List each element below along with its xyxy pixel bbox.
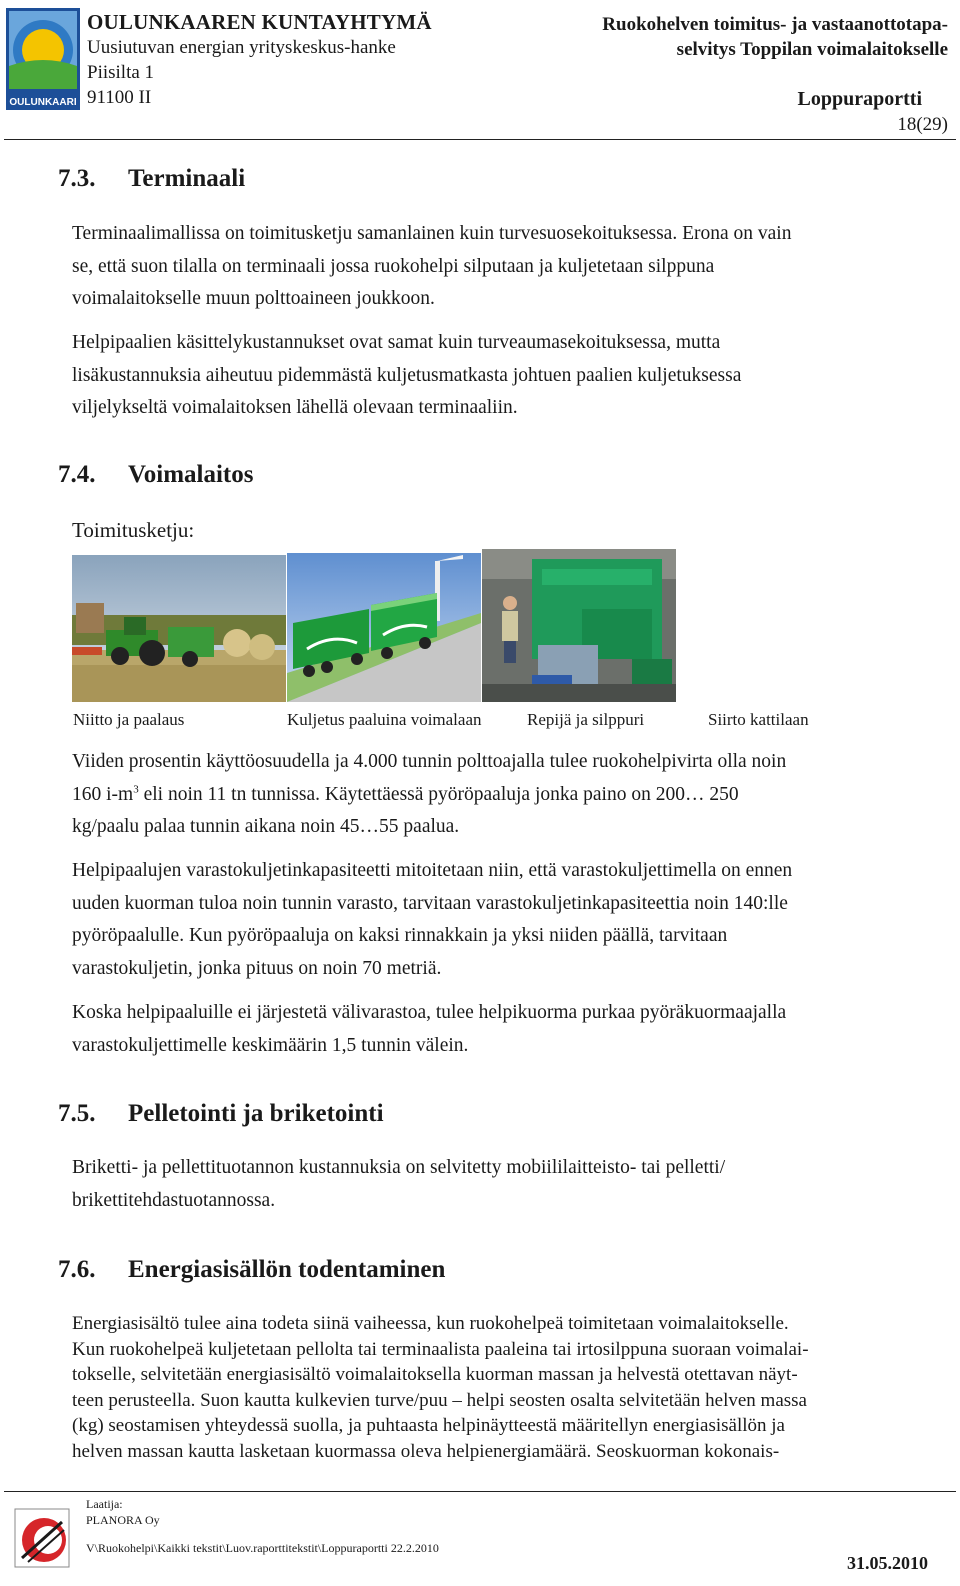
- text-line: Helpipaalien käsittelykustannukset ovat samat kuin turveaumasekoituksessa, mutta: [72, 332, 721, 353]
- caption-shredder: Repijä ja silppuri: [527, 710, 645, 729]
- section-7-5-heading: [58, 1100, 384, 1128]
- org-name: OULUNKAAREN KUNTAYHTYMÄ: [87, 10, 432, 34]
- footer-info: [86, 1496, 439, 1556]
- shredder-photo: [482, 549, 676, 702]
- text-span: eli noin 11 tn tunnissa. Käytettäessä pyöröpaaluja jonka paino on 200… 250: [138, 783, 739, 805]
- paragraph: [72, 1311, 809, 1464]
- text-line: Briketti- ja pellettituotannon kustannuksia on selvitetty mobiililaitteisto- tai pelletti/: [72, 1157, 726, 1178]
- text-line: tokselle, selvitetään energiasisältö voimalaitoksella kuorman massan ja helvestä otettavan näyt-: [72, 1364, 798, 1385]
- section-7-6-heading: [58, 1256, 445, 1284]
- author-label: Laatija:: [86, 1497, 123, 1511]
- postal-address: 91100 II: [87, 87, 152, 108]
- section-7-3-heading: [58, 165, 245, 193]
- text-span: 160 i-m: [72, 783, 134, 805]
- text-line: [72, 779, 786, 812]
- text-line: Terminaalimallissa on toimitusketju samanlainen kuin turvesuosekoituksessa. Erona on vain: [72, 223, 792, 244]
- section-title: Terminaali: [128, 165, 246, 192]
- planora-logo: [14, 1508, 70, 1568]
- document-title-line2: selvitys Toppilan voimalaitokselle: [676, 39, 948, 60]
- caption-boiler-feed: Siirto kattilaan: [708, 710, 809, 729]
- document-type: Loppuraportti: [797, 88, 922, 110]
- text-line: uuden kuorman tuloa noin tunnin varasto, tarvitaan varastokuljetinkapasiteettia noin 140:lle: [72, 892, 788, 914]
- caption-mowing: Niitto ja paalaus: [73, 710, 185, 729]
- document-title-line1: Ruokohelven toimitus- ja vastaanottotapa-: [602, 14, 948, 35]
- footer-date: 31.05.2010: [847, 1553, 928, 1573]
- text-line: Koska helpipaaluille ei järjestetä välivarastoa, tulee helpikuorma purkaa pyöräkuormaajalla: [72, 1002, 787, 1023]
- section-number: 7.5.: [58, 1100, 96, 1127]
- text-line: Helpipaalujen varastokuljetinkapasiteetti mitoitetaan niin, että varastokuljettimella on ennen: [72, 860, 793, 881]
- file-path: V\Ruokohelpi\Kaikki tekstit\Luov.raporttitekstit\Loppuraportti 22.2.2010: [86, 1541, 439, 1555]
- section-number: 7.3.: [58, 165, 96, 192]
- text-line: teen perusteella. Suon kautta kulkevien turve/puu – helpi seosten osalta selvitetään helven massa: [72, 1389, 807, 1411]
- text-line: pyöröpaalulle. Kun pyöröpaaluja on kaksi rinnakkain ja yksi niiden päällä, tarvitaan: [72, 925, 728, 946]
- author-name: PLANORA Oy: [86, 1513, 160, 1527]
- paragraph: [72, 997, 786, 1062]
- header-divider: [4, 139, 956, 140]
- text-line: Kun ruokohelpeä kuljetetaan pellolta tai terminaalista paaleina tai irtosilppuna suoraan voimalai-: [72, 1338, 809, 1360]
- project-name: Uusiutuvan energian yrityskeskus-hanke: [87, 37, 396, 58]
- text-line: voimalaitokselle muun polttoaineen joukkoon.: [72, 288, 435, 309]
- supply-chain-label: Toimitusketju:: [72, 518, 195, 542]
- oulunkaari-logo: [6, 8, 80, 110]
- mowing-baling-photo: [72, 555, 286, 702]
- text-line: Energiasisältö tulee aina todeta siinä vaiheessa, kun ruokohelpeä toimitetaan voimalaitokselle.: [72, 1313, 789, 1334]
- paragraph: [72, 746, 786, 844]
- superscript: 3: [133, 783, 139, 795]
- section-7-4-heading: [58, 461, 253, 489]
- section-title: Pelletointi ja briketointi: [128, 1100, 384, 1127]
- svg-text:OULUNKAARI: OULUNKAARI: [9, 97, 77, 108]
- text-line: helven massan kautta lasketaan kuormassa oleva helpienergiamäärä. Seoskuorman kokonais-: [72, 1440, 780, 1462]
- section-title: Voimalaitos: [128, 461, 254, 488]
- footer-divider: [4, 1491, 956, 1492]
- paragraph: [72, 1152, 725, 1217]
- text-line: se, että suon tilalla on terminaali jossa ruokohelpi silputaan ja kuljetetaan silppuna: [72, 255, 715, 277]
- text-line: lisäkustannuksia aiheutuu pidemmästä kuljetusmatkasta johtuen paalien kuljetuksessa: [72, 364, 742, 386]
- page-number: 18(29): [897, 114, 948, 135]
- organization-block: [87, 10, 432, 110]
- section-title: Energiasisällön todentaminen: [128, 1256, 446, 1283]
- section-number: 7.6.: [58, 1256, 96, 1283]
- paragraph: [72, 855, 792, 985]
- text-line: varastokuljettimelle keskimäärin 1,5 tunnin välein.: [72, 1034, 469, 1056]
- caption-transport: Kuljetus paaluina voimalaan: [287, 710, 482, 729]
- text-line: Viiden prosentin käyttöosuudella ja 4.000 tunnin polttoajalla tulee ruokohelpivirta olla noin: [72, 751, 787, 772]
- truck-transport-photo: [287, 553, 481, 702]
- document-title: [508, 12, 948, 62]
- section-number: 7.4.: [58, 461, 96, 488]
- paragraph: [72, 218, 791, 316]
- text-line: brikettitehdastuotannossa.: [72, 1189, 276, 1211]
- text-line: varastokuljetin, jonka pituus on noin 70 metriä.: [72, 957, 442, 979]
- text-line: kg/paalu palaa tunnin aikana noin 45…55 paalua.: [72, 816, 460, 837]
- text-line: (kg) seostamisen yhteydessä suolla, ja puhtaasta helpinäytteestä määritellyn energiasisällön ja: [72, 1415, 785, 1436]
- text-line: viljelykseltä voimalaitoksen lähellä olevaan terminaaliin.: [72, 397, 518, 418]
- street-address: Piisilta 1: [87, 62, 155, 83]
- paragraph: [72, 327, 741, 425]
